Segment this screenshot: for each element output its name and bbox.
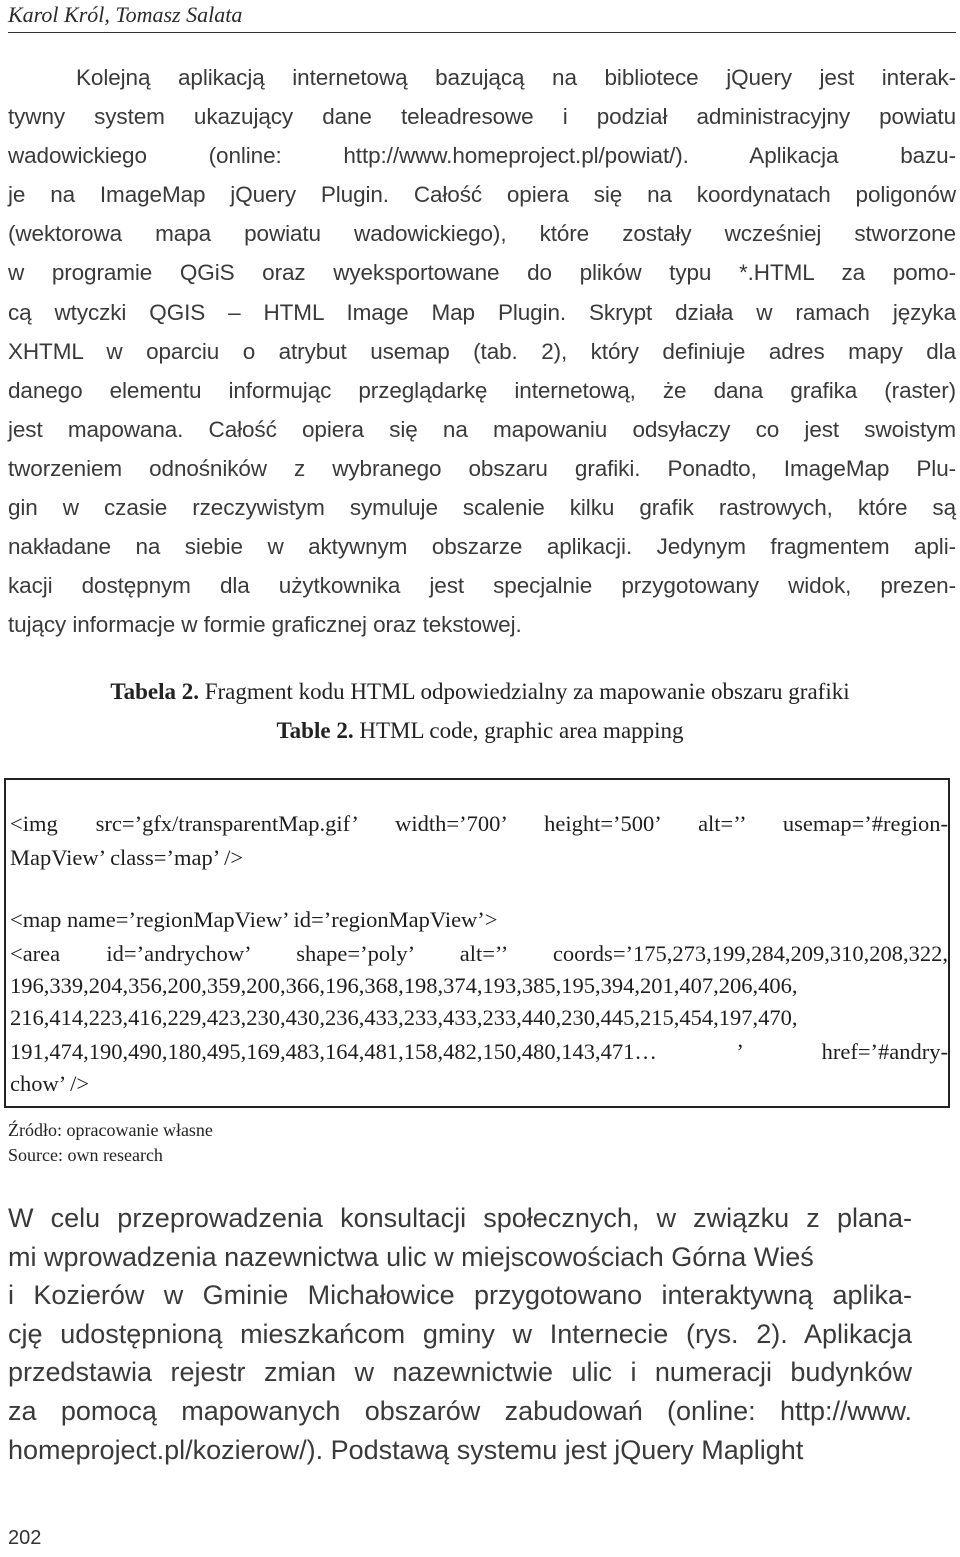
paragraph-line: mi wprowadzenia nazewnictwa ulic w miejscowościach Górna Wieś: [8, 1241, 814, 1272]
code-listing-box: [4, 778, 950, 1108]
paragraph-line: tujący informacje w formie graficznej oraz tekstowej.: [8, 612, 522, 638]
paragraph-line: wadowickiego (online: http://www.homeproject.pl/powiat/). Aplikacja bazu-: [8, 143, 956, 169]
paragraph-line: W celu przeprowadzenia konsultacji społecznych, w związku z plana-: [8, 1203, 912, 1233]
code-line: <area id=’andrychow’ shape=’poly’ alt=’’ coords=’175,273,199,284,209,310,208,322,: [10, 941, 948, 966]
source-note-english: Source: own research: [8, 1145, 163, 1165]
paragraph-line: kacji dostępnym dla użytkownika jest specjalnie przygotowany widok, prezen-: [8, 573, 956, 599]
code-line: 196,339,204,356,200,359,200,366,196,368,198,374,193,385,195,394,201,407,206,406,: [10, 973, 798, 998]
paragraph-line: jest mapowana. Całość opiera się na mapowaniu odsyłaczy co jest swoistym: [8, 416, 956, 442]
paragraph-line: XHTML w oparciu o atrybut usemap (tab. 2), który definiuje adres mapy dla: [8, 338, 956, 364]
paragraph-line: gin w czasie rzeczywistym symuluje scalenie kilku grafik rastrowych, które są: [8, 495, 956, 521]
paragraph-line: tworzeniem odnośników z wybranego obszaru grafiki. Ponadto, ImageMap Plu-: [8, 455, 956, 481]
paragraph-line: przedstawia rejestr zmian w nazewnictwie ulic i numeracji budynków: [8, 1357, 912, 1388]
paragraph-line: tywny system ukazujący dane teleadresowe i podział administracyjny powiatu: [8, 104, 956, 130]
code-line: 216,414,223,416,229,423,230,430,236,433,233,433,233,440,230,445,215,454,197,470,: [10, 1005, 798, 1030]
body-paragraph-1: [8, 58, 956, 644]
paragraph-line: Kolejną aplikacją internetową bazującą na bibliotece jQuery jest interak-: [76, 65, 956, 90]
table-caption-label: Tabela 2.: [110, 679, 199, 704]
page-number: 202: [8, 1527, 42, 1549]
paragraph-line: w programie QGiS oraz wyeksportowane do plików typu *.HTML za pomo-: [8, 260, 956, 286]
source-note-polish: Źródło: opracowanie własne: [8, 1120, 213, 1140]
paragraph-line: (wektorowa mapa powiatu wadowickiego), które zostały wcześniej stworzone: [8, 221, 956, 247]
table-caption-label: Table 2.: [276, 718, 354, 743]
code-line: MapView’ class=’map’ />: [10, 845, 244, 870]
code-line: 191,474,190,490,180,495,169,483,164,481,158,482,150,480,143,471… ’ href=’#andry-: [10, 1039, 948, 1064]
paragraph-line: za pomocą mapowanych obszarów zabudowań (online: http://www.: [8, 1395, 912, 1426]
paragraph-line: i Kozierów w Gminie Michałowice przygotowano interaktywną aplika-: [8, 1280, 912, 1311]
table-caption-text: Fragment kodu HTML odpowiedzialny za mapowanie obszaru grafiki: [204, 679, 850, 704]
paragraph-line: danego elementu informując przeglądarkę internetową, że dana grafika (raster): [8, 377, 956, 403]
paragraph-line: homeproject.pl/kozierow/). Podstawą systemu jest jQuery Maplight: [8, 1434, 804, 1465]
paragraph-line: cą wtyczki QGIS – HTML Image Map Plugin. Skrypt działa w ramach języka: [8, 299, 956, 325]
code-line: <img src=’gfx/transparentMap.gif’ width=’700’ height=’500’ alt=’’ usemap=’#region-: [10, 811, 948, 836]
code-line: <map name=’regionMapView’ id=’regionMapView’>: [10, 907, 498, 932]
running-head: Karol Król, Tomasz Salata: [8, 2, 956, 33]
paragraph-line: cję udostępnioną mieszkańcom gminy w Internecie (rys. 2). Aplikacja: [8, 1318, 912, 1349]
table-caption-text: HTML code, graphic area mapping: [359, 718, 684, 743]
body-paragraph-2: [8, 1199, 912, 1469]
paragraph-line: nakładane na siebie w aktywnym obszarze aplikacji. Jedynym fragmentem apli-: [8, 534, 956, 560]
code-line: chow’ />: [10, 1071, 90, 1096]
table-caption-english: [0, 716, 960, 746]
paragraph-line: je na ImageMap jQuery Plugin. Całość opiera się na koordynatach poligonów: [8, 182, 956, 208]
table-caption-polish: [0, 677, 960, 707]
